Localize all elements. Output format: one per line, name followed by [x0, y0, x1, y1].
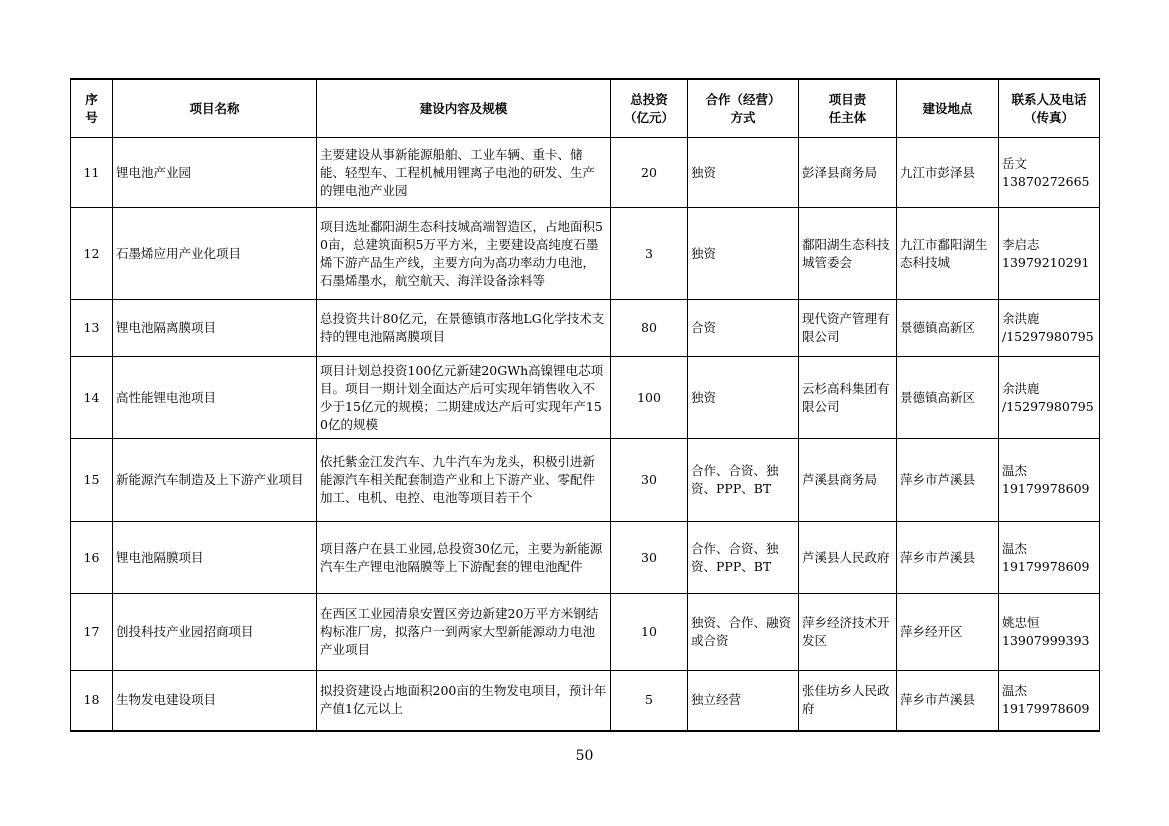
contact-phone: /15297980795 [1002, 329, 1094, 344]
contact-name: 岳文 [1002, 155, 1028, 171]
table-row [71, 357, 1100, 439]
cell-no: 16 [71, 522, 113, 594]
contact-phone: /15297980795 [1002, 398, 1094, 414]
table-row [71, 594, 1100, 671]
cell-project-name: 锂电池隔膜项目 [113, 522, 317, 594]
header-location: 建设地点 [897, 79, 999, 138]
table-row [71, 208, 1100, 300]
cell-no: 14 [71, 357, 113, 439]
cell-investment: 3 [611, 208, 688, 300]
cell-mode: 独资、合作、融资或合资 [688, 594, 799, 671]
cell-project-name: 新能源汽车制造及上下游产业项目 [113, 439, 317, 522]
contact-phone: 13870272665 [1002, 173, 1090, 189]
cell-contact [999, 138, 1100, 208]
cell-owner: 萍乡经济技术开发区 [799, 594, 897, 671]
cell-content: 在西区工业园清泉安置区旁边新建20万平方米钢结构标准厂房，拟落户一到两家大型新能源动力电池产业项目 [317, 594, 611, 671]
cell-location: 萍乡经开区 [897, 594, 999, 671]
cell-content: 项目计划总投资100亿元新建20GWh高镍锂电芯项目。项目一期计划全面达产后可实现年销售收入不少于15亿元的规模；二期建成达产后可实现年产150亿的规模 [317, 357, 611, 439]
cell-owner: 云杉高科集团有限公司 [799, 357, 897, 439]
cell-owner: 芦溪县人民政府 [799, 522, 897, 594]
cell-contact [999, 357, 1100, 439]
contact-phone: 13979210291 [1002, 254, 1090, 270]
contact-name: 温杰 [1002, 463, 1028, 478]
cell-no: 12 [71, 208, 113, 300]
table-row [71, 300, 1100, 357]
table-header-row [71, 79, 1100, 138]
cell-mode: 独资 [688, 138, 799, 208]
table-row [71, 439, 1100, 522]
cell-location: 萍乡市芦溪县 [897, 522, 999, 594]
contact-name: 温杰 [1002, 683, 1028, 699]
cell-mode: 独立经营 [688, 671, 799, 731]
cell-owner: 张佳坊乡人民政府 [799, 671, 897, 731]
cell-no: 11 [71, 138, 113, 208]
cell-project-name: 高性能锂电池项目 [113, 357, 317, 439]
page-number: 50 [575, 748, 594, 764]
cell-contact [999, 300, 1100, 357]
contact-name: 余洪鹿 [1002, 311, 1040, 326]
cell-location: 九江市彭泽县 [897, 138, 999, 208]
cell-owner: 芦溪县商务局 [799, 439, 897, 522]
cell-mode: 合作、合资、独资、PPP、BT [688, 522, 799, 594]
cell-mode: 独资 [688, 208, 799, 300]
project-table [70, 78, 1100, 732]
cell-mode: 合资 [688, 300, 799, 357]
cell-investment: 30 [611, 439, 688, 522]
table-body [71, 138, 1100, 731]
cell-location: 萍乡市芦溪县 [897, 671, 999, 731]
cell-investment: 80 [611, 300, 688, 357]
contact-name: 姚忠恒 [1002, 615, 1040, 630]
contact-phone: 19179978609 [1002, 481, 1090, 496]
contact-phone: 13907999393 [1002, 633, 1090, 648]
contact-name: 温杰 [1002, 540, 1028, 556]
cell-owner: 现代资产管理有限公司 [799, 300, 897, 357]
cell-mode: 独资 [688, 357, 799, 439]
cell-owner: 彭泽县商务局 [799, 138, 897, 208]
header-mode: 合作（经营） 方式 [688, 79, 799, 138]
contact-name: 李启志 [1002, 236, 1040, 252]
cell-no: 18 [71, 671, 113, 731]
table-row [71, 671, 1100, 731]
header-name: 项目名称 [113, 79, 317, 138]
contact-phone: 19179978609 [1002, 701, 1090, 717]
cell-no: 17 [71, 594, 113, 671]
cell-no: 15 [71, 439, 113, 522]
table-row [71, 522, 1100, 594]
cell-investment: 10 [611, 594, 688, 671]
cell-contact [999, 208, 1100, 300]
table-row [71, 138, 1100, 208]
cell-content: 项目选址鄱阳湖生态科技城高端智造区，占地面积50亩，总建筑面积5万平方米，主要建设高纯度石墨烯下游产品生产线，主要方向为高功率动力电池，石墨烯墨水，航空航天、海洋设备涂料等 [317, 208, 611, 300]
cell-location: 萍乡市芦溪县 [897, 439, 999, 522]
cell-project-name: 锂电池隔离膜项目 [113, 300, 317, 357]
cell-investment: 100 [611, 357, 688, 439]
cell-content: 依托紫金江发汽车、九牛汽车为龙头，积极引进新能源汽车相关配套制造产业和上下游产业、零配件加工、电机、电控、电池等项目若干个 [317, 439, 611, 522]
cell-contact [999, 594, 1100, 671]
cell-investment: 30 [611, 522, 688, 594]
cell-investment: 20 [611, 138, 688, 208]
cell-content: 主要建设从事新能源船舶、工业车辆、重卡、储能、轻型车、工程机械用锂离子电池的研发、生产的锂电池产业园 [317, 138, 611, 208]
cell-investment: 5 [611, 671, 688, 731]
cell-contact [999, 522, 1100, 594]
cell-content: 总投资共计80亿元，在景德镇市落地LG化学技术支持的锂电池隔离膜项目 [317, 300, 611, 357]
cell-location: 景德镇高新区 [897, 300, 999, 357]
header-investment: 总投资 （亿元） [611, 79, 688, 138]
cell-project-name: 创投科技产业园招商项目 [113, 594, 317, 671]
cell-owner: 鄱阳湖生态科技城管委会 [799, 208, 897, 300]
header-no: 序 号 [71, 79, 113, 138]
contact-phone: 19179978609 [1002, 558, 1090, 574]
cell-project-name: 石墨烯应用产业化项目 [113, 208, 317, 300]
header-owner: 项目责 任主体 [799, 79, 897, 138]
contact-name: 余洪鹿 [1002, 380, 1040, 396]
cell-project-name: 生物发电建设项目 [113, 671, 317, 731]
cell-location: 景德镇高新区 [897, 357, 999, 439]
header-content: 建设内容及规模 [317, 79, 611, 138]
cell-contact [999, 439, 1100, 522]
cell-project-name: 锂电池产业园 [113, 138, 317, 208]
cell-mode: 合作、合资、独资、PPP、BT [688, 439, 799, 522]
header-contact: 联系人及电话 （传真） [999, 79, 1100, 138]
cell-location: 九江市鄱阳湖生态科技城 [897, 208, 999, 300]
cell-no: 13 [71, 300, 113, 357]
cell-contact [999, 671, 1100, 731]
cell-content: 拟投资建设占地面积200亩的生物发电项目，预计年产值1亿元以上 [317, 671, 611, 731]
cell-content: 项目落户在县工业园,总投资30亿元，主要为新能源汽车生产锂电池隔膜等上下游配套的锂电池配件 [317, 522, 611, 594]
